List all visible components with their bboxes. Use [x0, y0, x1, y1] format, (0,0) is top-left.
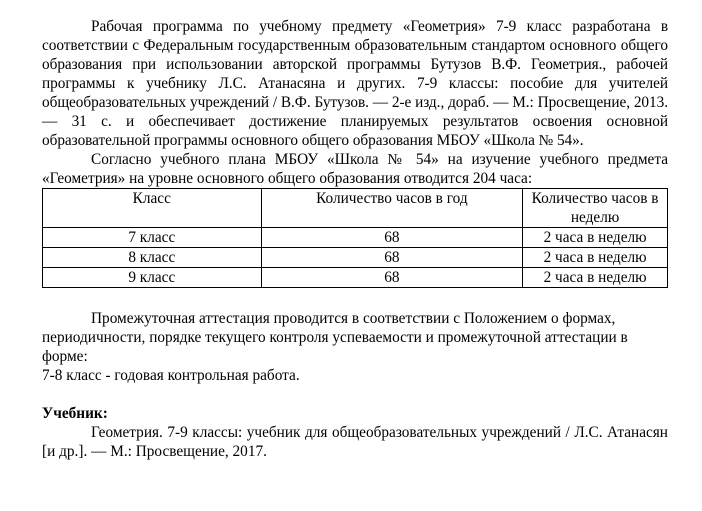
class-cell: 7 класс	[43, 228, 262, 248]
header-hours-per-week: Количество часов в неделю	[523, 189, 668, 228]
header-hours-per-year: Количество часов в год	[261, 189, 523, 228]
class-cell: 8 класс	[43, 248, 262, 268]
hours-week-cell: 2 часа в неделю	[523, 268, 668, 288]
attestation-paragraph: Промежуточная аттестация проводится в соответствии с Положением о формах, периодичности, порядке текущего контроля успеваемости и промежуточной аттестации в форме:	[42, 310, 628, 365]
hours-year-cell: 68	[261, 228, 523, 248]
textbook-reference: Геометрия. 7-9 классы: учебник для общеобразовательных учреждений / Л.С. Атанасян [и др.]. — М.: Просвещение, 2017.	[42, 424, 668, 460]
hours-table	[42, 188, 668, 288]
document-page	[42, 17, 668, 461]
hours-year-cell: 68	[261, 268, 523, 288]
table-row	[43, 228, 668, 248]
table-header-row	[43, 189, 668, 228]
textbook-heading: Учебник:	[42, 405, 108, 422]
hours-week-cell: 2 часа в неделю	[523, 248, 668, 268]
control-work-line: 7-8 класс - годовая контрольная работа.	[42, 367, 300, 384]
table-row	[43, 248, 668, 268]
class-cell: 9 класс	[43, 268, 262, 288]
study-plan-paragraph: Согласно учебного плана МБОУ «Школа № 54» на изучение учебного предмета «Геометрия» на уровне основного общего образования отводится 204 часа:	[42, 151, 668, 187]
table-row	[43, 268, 668, 288]
intro-paragraph: Рабочая программа по учебному предмету «Геометрия» 7-9 класс разработана в соответствии с Федеральным государственным образовательным стандартом основного общего образования при использовании авторской программы Бутузов В.Ф. Геометрия., рабочей программы к учебнику Л.С. Атанасяна и других. 7-9 классы: пособие для учителей общеобразовательных учреждений / В.Ф. Бутузов. — 2-е изд., дораб. — М.: Просвещение, 2013. — 31 с. и обеспечивает достижение планируемых результатов освоения основной образовательной программы основного общего образования МБОУ «Школа № 54».	[42, 18, 668, 149]
header-class: Класс	[43, 189, 262, 228]
hours-week-cell: 2 часа в неделю	[523, 228, 668, 248]
hours-year-cell: 68	[261, 248, 523, 268]
